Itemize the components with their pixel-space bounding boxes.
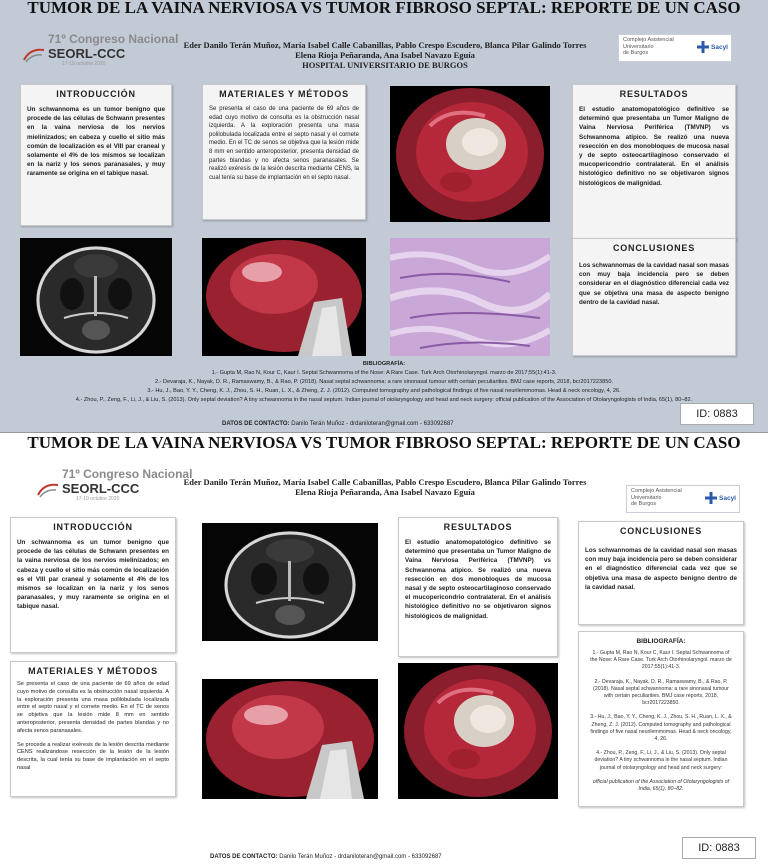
methods-heading: MATERIALES Y MÉTODOS	[28, 666, 158, 676]
contact-info	[210, 854, 442, 860]
intro-text: Un schwannoma es un tumor benigno que procede de las células de Schwann presentes en la vaina nerviosa de los nervios mielinizados; en cabeza y cuello el sitio más común de localización es el VIII par craneal y solamente el 4% de los mismos se localizan en la nariz y los senos paranasales, y muy raramente se origina en el tabique nasal.	[17, 539, 169, 611]
congress-logo-line1: 71º Congreso Nacional	[62, 467, 193, 481]
contact-label: DATOS DE CONTACTO:	[210, 854, 278, 860]
bibliography-item: 2.- Devaraja, K., Nayak, D. R., Ramaswamy, B., & Rao, P. (2018). Nasal septal schwannoma: a rare sinonasal tumour with certain peculiarities. BMJ case reports, 2018, bcr2017223850.	[593, 678, 729, 707]
hospital-logo-line2: Universitario	[623, 43, 654, 50]
congress-logo-line2: SEORL-CCC	[62, 481, 140, 496]
bibliography-item: 4.- Zhou, P., Zeng, F., Li, J., & Liu, S. (2013). Only septal deviation? A tiny schwannoma in the nasal septum. Indian journal of otolaryngology and head and neck surgery: official publication of the Association of Otolaryngologists of India, 65(1), 80–82.	[75, 397, 693, 403]
bibliography-block	[40, 360, 728, 405]
poster-title: TUMOR DE LA VAINA NERVIOSA VS TUMOR FIBROSO SEPTAL: REPORTE DE UN CASO	[27, 0, 741, 17]
congress-logo-line1: 71º Congreso Nacional	[48, 32, 179, 46]
congress-logo-line3: 17-19 octubre 2020	[62, 61, 106, 67]
sacyl-cross-icon	[697, 41, 709, 53]
conclusions-heading: CONCLUSIONES	[619, 526, 703, 536]
sacyl-label: Sacyl	[711, 44, 728, 51]
methods-heading: MATERIALES Y MÉTODOS	[219, 89, 349, 99]
hospital-logo-text	[623, 37, 674, 57]
bibliography-item: 1.- Gupta M, Rao N, Kour C, Kaur I. Septal Schwannoma of the Nose: A Rare Case. Turk Arch Otorhinolaryngol. marzo de 2017;55(1):41-3.	[590, 650, 732, 671]
ct-scan-image	[20, 238, 172, 356]
intro-heading: INTRODUCCIÓN	[56, 89, 136, 99]
poster-id-badge: ID: 0883	[680, 403, 754, 425]
results-box	[398, 517, 558, 657]
bibliography-item: 1.- Gupta M, Rao N, Kour C, Kaur I. Septal Schwannoma of the Nose: A Rare Case. Turk Arch Otorhinolaryngol. marzo de 2017;55(1):41-3.	[211, 370, 557, 376]
bibliography-heading: BIBLIOGRAFÍA:	[362, 361, 406, 367]
conclusions-text: Los schwannomas de la cavidad nasal son masas con muy baja incidencia pero se deben considerar en el diagnóstico diferencial cada vez que se objetiva una masa de aspecto benigno dentro de la cavidad nasal.	[585, 547, 737, 591]
bibliography-box	[578, 631, 744, 807]
intro-box	[10, 517, 176, 653]
poster-id-badge: ID: 0883	[682, 837, 756, 859]
methods-text-2: Se procede a realizar exéresis de la lesión descrita mediante CENS realizándose resección de la lesión de la lesión descrita, la cual tenía su base de implantación en el septo nasal	[17, 741, 169, 771]
congress-swoosh-icon	[22, 46, 46, 64]
endoscopy-image-1	[390, 86, 550, 222]
intro-box	[20, 84, 172, 226]
results-text: El estudio anatomopatológico definitivo se determinó que presentaba un Tumor Maligno de Vaina Nerviosa Periférica (TMVNP) vs Schwannoma atípico. Se realizó una nueva resección en dos monobloques de mucosa nasal y de septo osteocartilaginoso conservado el mucopericondrio contralateral. En el análisis histológico definitivo no se objetivaron signos histológicos de malignidad.	[579, 106, 729, 187]
methods-box	[10, 661, 176, 797]
endoscopy-image-1	[398, 663, 558, 799]
poster-title: TUMOR DE LA VAINA NERVIOSA VS TUMOR FIBROSO SEPTAL: REPORTE DE UN CASO	[27, 433, 741, 452]
bibliography-item: 2.- Devaraja, K., Nayak, D. R., Ramaswamy, B., & Rao, P. (2018). Nasal septal schwannoma: a rare sinonasal tumour with certain peculiarities. BMJ case reports, 2018, bcr2017223850.	[154, 379, 614, 385]
congress-logo	[36, 467, 193, 507]
poster-version-1	[0, 0, 768, 432]
endoscopy-image-2	[202, 238, 366, 356]
hospital-logo-line2: Universitario	[631, 494, 662, 501]
hospital-logo-line1: Complejo Asistencial	[623, 37, 674, 43]
methods-text-1: Se presenta el caso de una paciente de 69 años de edad cuyo motivo de consulta es la obstrucción nasal izquierda. A la exploración presenta una masa polilobulada localizada entre el septo nasal y el cornete medio. En el TC de senos se objetiva que la lesión mide 8 mm en sentido anteroposterior, presenta densidad de partes blandas y no afecta senos paranasales.	[17, 681, 169, 734]
sacyl-label: Sacyl	[719, 495, 736, 502]
ct-scan-image	[202, 523, 378, 641]
authors-block	[150, 40, 620, 70]
hospital-logo-text	[631, 488, 682, 508]
congress-logo-line2: SEORL-CCC	[48, 46, 126, 61]
congress-swoosh-icon	[36, 481, 60, 499]
conclusions-text: Los schwannomas de la cavidad nasal son masas con muy baja incidencia pero se deben considerar en el diagnóstico diferencial cada vez que se objetiva una masa de aspecto benigno dentro de la cavidad nasal.	[579, 262, 729, 306]
results-box	[572, 84, 736, 240]
endoscopy-image-2	[202, 679, 378, 799]
results-heading: RESULTADOS	[443, 522, 513, 532]
hospital-logo	[626, 485, 740, 513]
conclusions-heading: CONCLUSIONES	[612, 243, 696, 253]
methods-text: Se presenta el caso de una paciente de 69 años de edad cuyo motivo de consulta es la obstrucción nasal izquierda. A la exploración presenta una masa polilobulada localizada entre el septo nasal y el cornete medio. En el TC de senos se objetiva que la lesión mide 8 mm en sentido anteroposterior, presenta densidad de partes blandas y no afecta senos paranasales. Se realizó exéresis de la lesión descrita mediante CENS, la cual tenía su base de implantación en el septo nasal.	[209, 106, 359, 181]
authors-block	[150, 477, 620, 497]
hospital-logo-line1: Complejo Asistencial	[631, 488, 682, 494]
contact-value: Danilo Terán Muñoz - drdaniloteran@gmail.com - 633092687	[279, 854, 442, 860]
results-heading: RESULTADOS	[619, 89, 689, 99]
bibliography-item: 4.- Zhou, P., Zeng, F., Li, J., & Liu, S. (2013). Only septal deviation? A tiny schwannoma in the nasal septum. Indian journal of otolaryngology and head and neck surgery:	[594, 750, 728, 771]
hospital-logo-line3: de Burgos	[631, 501, 657, 507]
contact-label: DATOS DE CONTACTO:	[222, 421, 290, 427]
authors-line2: Elena Rioja Peñaranda, Ana Isabel Navazo Eguía	[295, 487, 475, 497]
bibliography-item: 3.- Hu, J., Bao, Y. Y., Cheng, K. J., Zhou, S. H., Ruan, L. X., & Zheng, Z. J. (2012). Computed tomography and pathological findings of five nasal neurilemmomas. Head & neck oncology, 4, 26.	[147, 388, 621, 394]
bibliography-heading: BIBLIOGRAFÍA:	[636, 638, 686, 645]
histology-image	[390, 238, 550, 356]
congress-logo	[22, 32, 179, 72]
hospital-logo-line3: de Burgos	[623, 50, 649, 56]
intro-heading: INTRODUCCIÓN	[53, 522, 133, 532]
authors-line1: Eder Danilo Terán Muñoz, María Isabel Calle Cabanillas, Pablo Crespo Escudero, Blanca Pilar Galindo Torres	[183, 40, 587, 50]
congress-logo-line3: 17-19 octubre 2020	[76, 496, 120, 502]
conclusions-box	[572, 238, 736, 356]
results-text: El estudio anatomopatológico definitivo se determinó que presentaba un Tumor Maligno de Vaina Nerviosa Periférica (TMVNP) vs Schwannoma atípico. Se realizó una nueva resección en dos monobloques de mucosa nasal y de septo osteocartilaginoso conservado el mucopericondrio contralateral. En el análisis histológico definitivo no se objetivaron signos histológicos de malignidad.	[405, 539, 551, 620]
contact-value: Danilo Terán Muñoz - drdaniloteran@gmail.com - 633092687	[291, 421, 454, 427]
methods-box	[202, 84, 366, 220]
authors-line1: Eder Danilo Terán Muñoz, María Isabel Calle Cabanillas, Pablo Crespo Escudero, Blanca Pilar Galindo Torres	[183, 477, 587, 487]
bibliography-item: official publication of the Association of Otolaryngologists of India, 65(1), 80–82.	[592, 778, 730, 793]
poster-version-2	[0, 432, 768, 867]
hospital-name: HOSPITAL UNIVERSITARIO DE BURGOS	[302, 60, 468, 70]
intro-text: Un schwannoma es un tumor benigno que procede de las células de Schwann presentes en la vaina nerviosa de los nervios mielinizados; en cabeza y cuello el sitio más común de localización es el VIII par craneal y solamente el 4% de los mismos se localizan en la nariz y los senos paranasales, y muy raramente se origina en el tabique nasal.	[27, 106, 165, 178]
sacyl-cross-icon	[705, 492, 717, 504]
authors-line2: Elena Rioja Peñaranda, Ana Isabel Navazo Eguía	[295, 50, 475, 60]
contact-info	[222, 421, 454, 427]
conclusions-box	[578, 521, 744, 625]
hospital-logo	[618, 34, 732, 62]
bibliography-item: 3.- Hu, J., Bao, Y. Y., Cheng, K. J., Zhou, S. H., Ruan, L. X., & Zheng, Z. J. (2012). Computed tomography and pathological findings of five nasal neurilemmomas. Head & neck oncology, 4, 26.	[590, 714, 732, 743]
